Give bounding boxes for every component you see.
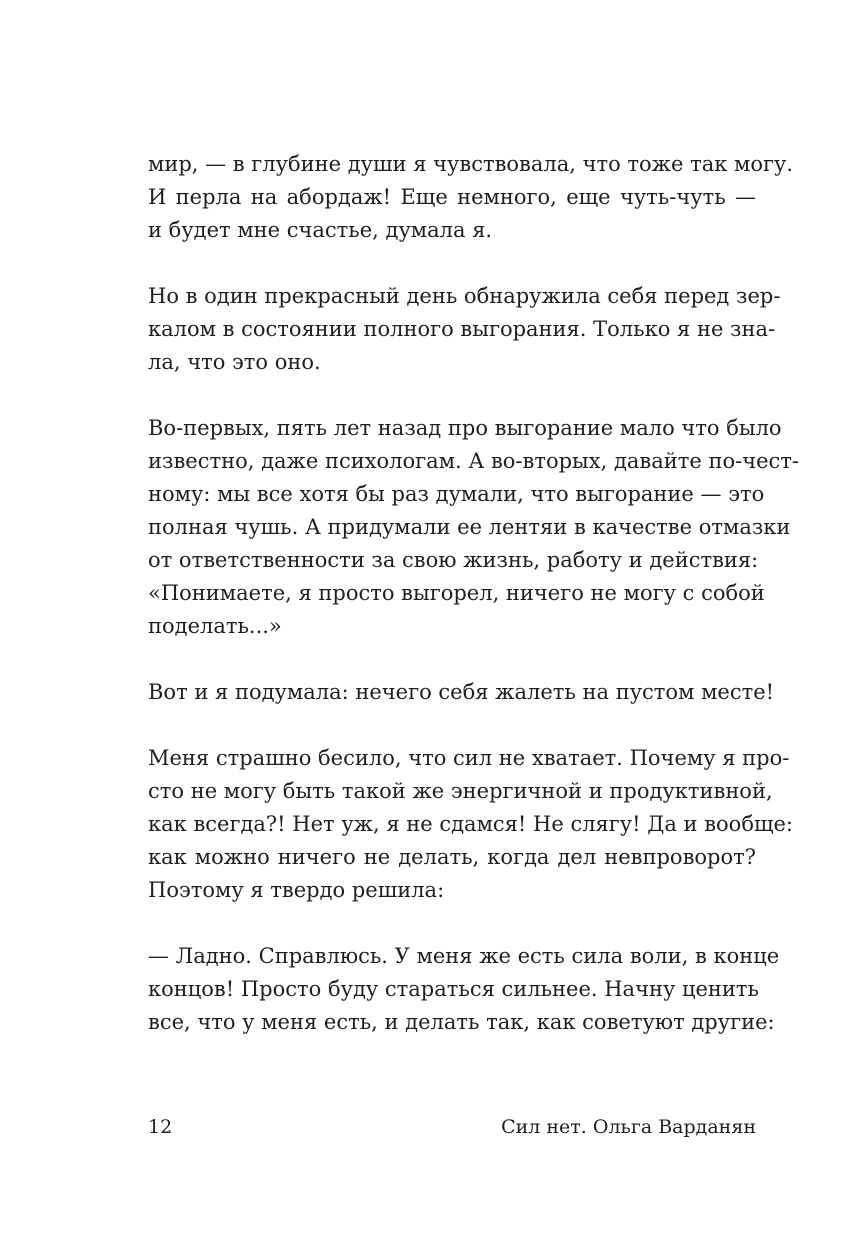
text-line: и будет мне счастье, думала я. <box>148 218 493 242</box>
paragraph-5 <box>148 742 793 907</box>
text-line: калом в состоянии полного выгорания. Только я не зна- <box>148 317 776 341</box>
text-line: Вот и я подумала: нечего себя жалеть на пустом месте! <box>148 680 775 704</box>
text-line: сто не могу быть такой же энергичной и продуктивной, <box>148 779 773 803</box>
paragraph-6 <box>148 940 780 1039</box>
text-line: ла, что это оно. <box>148 350 321 374</box>
text-line: Во-первых, пять лет назад про выгорание мало что было <box>148 416 782 440</box>
text-line: Меня страшно бесило, что сил не хватает. Почему я про- <box>148 746 790 770</box>
paragraph-3 <box>148 412 799 643</box>
text-line: Но в один прекрасный день обнаружила себя перед зер- <box>148 284 781 308</box>
paragraph-2 <box>148 280 781 379</box>
text-line: от ответственности за свою жизнь, работу и действия: <box>148 548 759 572</box>
text-line: известно, даже психологам. А во-вторых, давайте по-чест- <box>148 449 799 473</box>
text-line: «Понимаете, я просто выгорел, ничего не могу с собой <box>148 581 765 605</box>
text-line: — Ладно. Справлюсь. У меня же есть сила воли, в конце <box>148 944 780 968</box>
page-number: 12 <box>148 1116 173 1138</box>
text-line: все, что у меня есть, и делать так, как советуют другие: <box>148 1010 775 1034</box>
text-line: ному: мы все хотя бы раз думали, что выгорание — это <box>148 482 765 506</box>
text-line: И перла на абордаж! Еще немного, еще чуть-чуть — <box>148 185 756 209</box>
text-line: поделать...» <box>148 614 282 638</box>
text-line: как всегда?! Нет уж, я не сдамся! Не слягу! Да и вообще: <box>148 812 793 836</box>
paragraph-1 <box>148 148 794 247</box>
text-line: как можно ничего не делать, когда дел невпроворот? <box>148 845 756 869</box>
text-line: полная чушь. А придумали ее лентяи в качестве отмазки <box>148 515 791 539</box>
text-line: Поэтому я твердо решила: <box>148 878 445 902</box>
page-footer <box>148 1112 756 1142</box>
paragraph-4 <box>148 676 775 709</box>
page-body <box>148 148 799 1072</box>
running-title: Сил нет. Ольга Варданян <box>501 1116 756 1138</box>
text-line: концов! Просто буду стараться сильнее. Начну ценить <box>148 977 759 1001</box>
text-line: мир, — в глубине души я чувствовала, что тоже так могу. <box>148 152 794 176</box>
